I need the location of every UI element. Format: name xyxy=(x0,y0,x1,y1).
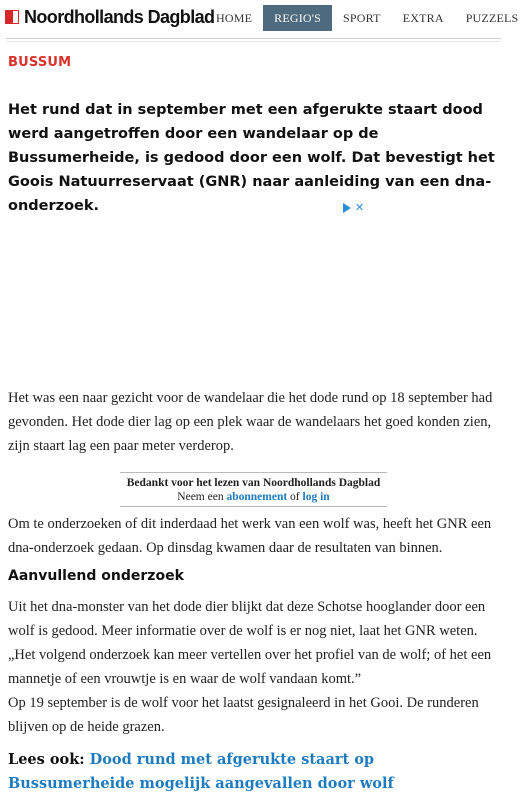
subscribe-thanks: Bedankt voor het lezen van Noordhollands Dagblad xyxy=(126,477,381,489)
logo-mark-icon xyxy=(5,8,21,26)
article-paragraph-4: Op 19 september is de wolf voor het laatst gesignaleerd in het Gooi. De runderen blijven op de heide grazen. xyxy=(8,695,479,735)
read-also-link[interactable]: Dood rund met afgerukte staart op Bussumerheide mogelijk aangevallen door wolf xyxy=(8,751,394,792)
site-logo[interactable] xyxy=(5,5,214,29)
header-divider xyxy=(6,38,501,39)
close-icon[interactable]: ✕ xyxy=(355,201,365,214)
adchoices-badge[interactable] xyxy=(343,201,364,214)
logo-text: Noordhollands Dagblad xyxy=(24,6,215,27)
subscribe-middle: of xyxy=(290,491,300,503)
article-paragraph-2: Om te onderzoeken of dit inderdaad het werk van een wolf was, heeft het GNR een dna-onderzoek gedaan. Op dinsdag kwamen daar de resultaten van binnen. xyxy=(8,516,492,556)
article-paragraph-1: Het was een naar gezicht voor de wandelaar die het dode rund op 18 september had gevonden. Het dode dier lag op een plek waar de wandelaars het goed konden zien, zijn staart lag een paar meter verderop. xyxy=(8,390,493,454)
article-kicker: BUSSUM xyxy=(8,55,72,70)
read-also-label: Lees ook: xyxy=(8,751,85,768)
article-subheading: Aanvullend onderzoek xyxy=(8,568,184,584)
login-link[interactable]: log in xyxy=(302,491,330,503)
header-divider-secondary xyxy=(6,41,501,42)
nav-item-extra[interactable]: EXTRA xyxy=(402,11,444,25)
subscription-link[interactable]: abonnement xyxy=(226,491,288,503)
main-nav xyxy=(205,5,529,31)
advertisement-slot xyxy=(8,195,500,375)
nav-item-puzzels[interactable]: PUZZELS xyxy=(465,11,519,25)
top-bar xyxy=(0,0,519,36)
article-paragraph-3: Uit het dna-monster van het dode dier blijkt dat deze Schotse hooglander door een wolf is gedood. Meer informatie over de wolf is er nog niet, laat het GNR weten. „Het volgend onderzoek kan meer vertellen over het profiel van de wolf; of het een mannetje of een vrouwtje is en waar de wolf vandaan komt.” xyxy=(8,599,492,687)
nav-item-regios[interactable]: REGIO'S xyxy=(263,5,332,31)
subscribe-prefix: Neem een xyxy=(177,491,224,503)
subscribe-box xyxy=(120,472,387,507)
nav-item-sport[interactable]: SPORT xyxy=(343,11,381,25)
read-also xyxy=(8,748,502,796)
article-lead: Het rund dat in september met een afgerukte staart dood werd aangetroffen door een wandelaar op de Bussumerheide, is gedood door een wolf. Dat bevestigt het Goois Natuurreservaat (GNR) naar aanleiding van een dna-onderzoek. xyxy=(8,102,495,214)
adchoices-icon xyxy=(343,203,351,213)
nav-item-home[interactable]: HOME xyxy=(216,11,253,25)
